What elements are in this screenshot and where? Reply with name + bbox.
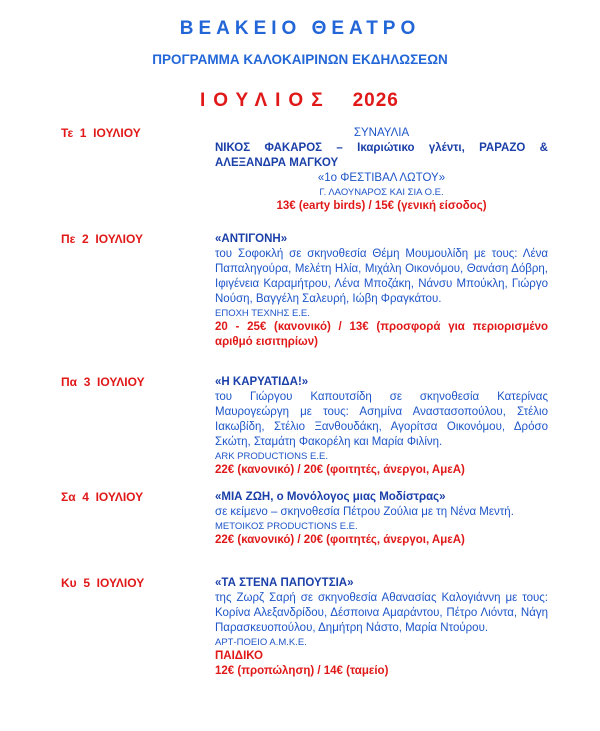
event-date: Πε 2 ΙΟΥΛΙΟΥ (61, 232, 143, 246)
event-producer: ARK PRODUCTIONS E.E. (215, 451, 328, 462)
month-heading (200, 90, 399, 112)
event-date: Σα 4 ΙΟΥΛΙΟΥ (61, 490, 144, 504)
event-price: 22€ (κανονικό) / 20€ (φοιτητές, άνεργοι, ΑμεΑ) (215, 464, 465, 476)
event-description: του Σοφοκλή σε σκηνοθεσία Θέμη Μουμουλίδη με τους: Λένα Παπαληγούρα, Μελέτη Ηλία, Μιχάλη Οικονόμου, Θανάση Δόβρη, Ιφιγένεια Καραμήτρου, Λένα Μποζάκη, Νάνσυ Μπούκλη, Γιώργο Νούση, Βαγγέλη Σαλευρή, Ιώβη Φραγκάτου. (215, 248, 548, 305)
event-price: 20 - 25€ (κανονικό) / 13€ (προσφορά για περιορισμένο αριθμό εισιτηρίων) (215, 321, 548, 348)
event-producer: ΜΕΤΟΙΚΟΣ PRODUCTIONS Ε.Ε. (215, 521, 358, 532)
event-producer: ΕΠΟΧΗ ΤΕΧΝΗΣ Ε.Ε. (215, 308, 310, 319)
event-details (215, 375, 548, 478)
year: 2026 (352, 90, 399, 111)
event-producer: ΑΡΤ-ΠΟΕΙΟ Α.Μ.Κ.Ε. (215, 637, 307, 648)
event-price: 13€ (earty birds) / 15€ (γενική είσοδος) (276, 200, 487, 212)
theatre-name: ΒΕΑΚΕΙΟ ΘΕΑΤΡΟ (179, 18, 421, 39)
event-price: 22€ (κανονικό) / 20€ (φοιτητές, άνεργοι, ΑμεΑ) (215, 534, 465, 546)
event-description: σε κείμενο – σκηνοθεσία Πέτρου Ζούλια με τη Νένα Μεντή. (215, 506, 514, 518)
event-description: του Γιώργου Καπουτσίδη σε σκηνοθεσία Κατερίνας Μαυρογεώργη με τους: Ασημίνα Αναστασοπούλου, Στέλιο Ιακωβίδη, Στέλιο Ξανθουδάκη, Αγορίτσα Οικονόμου, Δρόσο Σκώτη, Σταμάτη Φακορέλη και Μαρία Φιλίνη. (215, 391, 548, 448)
event-date: Τε 1 ΙΟΥΛΙΟΥ (61, 126, 141, 140)
event-date: Πα 3 ΙΟΥΛΙΟΥ (61, 375, 145, 389)
event-title: «ΤΑ ΣΤΕΝΑ ΠΑΠΟΥΤΣΙΑ» (215, 577, 354, 589)
event-details (215, 576, 548, 679)
program-title: ΠΡΟΓΡΑΜΜΑ ΚΑΛΟΚΑΙΡΙΝΩΝ ΕΚΔΗΛΩΣΕΩΝ (152, 52, 448, 67)
event-category: ΣΥΝΑΥΛΙΑ (353, 127, 410, 139)
event-price: 12€ (προπώληση) / 14€ (ταμείο) (215, 665, 389, 677)
event-title: «Η ΚΑΡΥΑΤΙΔΑ!» (215, 376, 309, 388)
event-date: Κυ 5 ΙΟΥΛΙΟΥ (61, 576, 145, 590)
month-name: ΙΟΥΛΙΟΣ (200, 90, 331, 111)
event-details (215, 490, 548, 548)
event-producer: Γ. ΛΑΟΥΝΑΡΟΣ ΚΑΙ ΣΙΑ Ο.Ε. (319, 187, 444, 198)
event-title: «ΑΝΤΙΓΟΝΗ» (215, 233, 288, 245)
event-artists: ΝΙΚΟΣ ΦΑΚΑΡΟΣ – Ικαριώτικο γλέντι, ΡΑΡΑΖΟ & ΑΛΕΞΑΝΔΡΑ ΜΑΓΚΟΥ (215, 142, 548, 169)
event-tag: ΠΑΙΔΙΚΟ (215, 650, 263, 662)
event-details (215, 232, 548, 350)
event-title: «ΜΙΑ ΖΩΗ, ο Μονόλογος μιας Μοδίστρας» (215, 491, 446, 503)
event-details (215, 126, 548, 214)
event-description: της Ζωρζ Σαρή σε σκηνοθεσία Αθανασίας Καλογιάννη με τους: Κορίνα Αλεξανδρίδου, Δέσποινα Αμαράντου, Πέτρο Λιόντα, Νάγη Παρασκευοπούλου, Δημήτρη Νάστο, Μαρία Ντούρου. (215, 592, 548, 634)
event-festival: «1ο ΦΕΣΤΙΒΑΛ ΛΩΤΟΥ» (317, 172, 446, 184)
